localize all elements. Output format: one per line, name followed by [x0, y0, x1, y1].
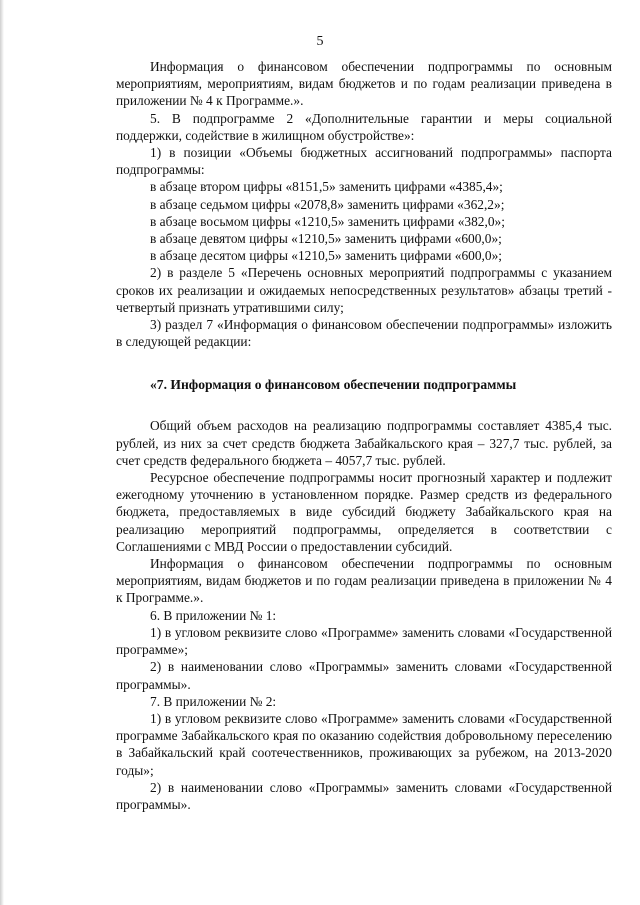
paragraph-abzac-7: в абзаце седьмом цифры «2078,8» заменить цифрами «362,2»; — [150, 196, 505, 212]
paragraph-resource-provision: Ресурсное обеспечение подпрограммы носит прогнозный характер и подлежит ежегодному уточнению в установленном порядке. Размер средств из федерального бюджета, предоставляемых в виде субсидий бюджету Забайкальского края на реализацию мероприятий подпрограммы, определяется в соответствии с Соглашениями с МВД России о предоставлении субсидий. — [116, 470, 612, 554]
paragraph-item-7: 7. В приложении № 2: — [150, 693, 277, 709]
paragraph-item-6: 6. В приложении № 1: — [150, 607, 277, 623]
paragraph-abzac-8: в абзаце восьмом цифры «1210,5» заменить цифрами «382,0»; — [150, 213, 505, 229]
paragraph-finance-info-2: Информация о финансовом обеспечении подпрограммы по основным мероприятиям, видам бюджетов и по годам реализации приведена в приложении № 4 к Программе.». — [116, 556, 612, 606]
paragraph-item-6-sub-2: 2) в наименовании слово «Программы» заменить словами «Государственной программы». — [116, 659, 612, 692]
scan-edge — [0, 0, 4, 905]
document-body — [116, 58, 612, 813]
paragraph-subitem-2: 2) в разделе 5 «Перечень основных мероприятий подпрограммы с указанием сроков их реализации и ожидаемых непосредственных результатов» абзацы третий - четвертый признать утратившими силу; — [116, 265, 612, 315]
paragraph-total-volume: Общий объем расходов на реализацию подпрограммы составляет 4385,4 тыс. рублей, из них за счет средств бюджета Забайкальского края – 327,7 тыс. рублей, за счет средств федерального бюджета – 4057,7 тыс. рублей. — [116, 418, 612, 468]
paragraph-item-7-sub-1: 1) в угловом реквизите слово «Программе» заменить словами «Государственной программе Забайкальского края по оказанию содействия добровольному переселению в Забайкальский край соотечественников, проживающих за рубежом, на 2013-2020 годы»; — [116, 710, 612, 778]
paragraph-abzac-9: в абзаце девятом цифры «1210,5» заменить цифрами «600,0»; — [150, 231, 502, 247]
paragraph-abzac-2: в абзаце втором цифры «8151,5» заменить цифрами «4385,4»; — [150, 179, 503, 195]
paragraph-item-5: 5. В подпрограмме 2 «Дополнительные гарантии и меры социальной поддержки, содействие в жилищном обустройстве»: — [116, 110, 612, 143]
section-heading: «7. Информация о финансовом обеспечении подпрограммы — [150, 377, 517, 393]
paragraph-item-6-sub-1: 1) в угловом реквизите слово «Программе» заменить словами «Государственной программе»; — [116, 624, 612, 658]
paragraph-subitem-3: 3) раздел 7 «Информация о финансовом обеспечении подпрограммы» изложить в следующей редакции: — [116, 317, 612, 350]
paragraph-finance-info: Информация о финансовом обеспечении подпрограммы по основным мероприятиям, мероприятиям, видам бюджетов и по годам реализации приведена в приложении № 4 к Программе.». — [116, 59, 612, 109]
paragraph-subitem-1: 1) в позиции «Объемы бюджетных ассигнований подпрограммы» паспорта подпрограммы: — [116, 145, 612, 178]
paragraph-abzac-10: в абзаце десятом цифры «1210,5» заменить цифрами «600,0»; — [150, 248, 503, 264]
paragraph-item-7-sub-2: 2) в наименовании слово «Программы» заменить словами «Государственной программы». — [116, 779, 612, 812]
page-number: 5 — [316, 34, 324, 49]
